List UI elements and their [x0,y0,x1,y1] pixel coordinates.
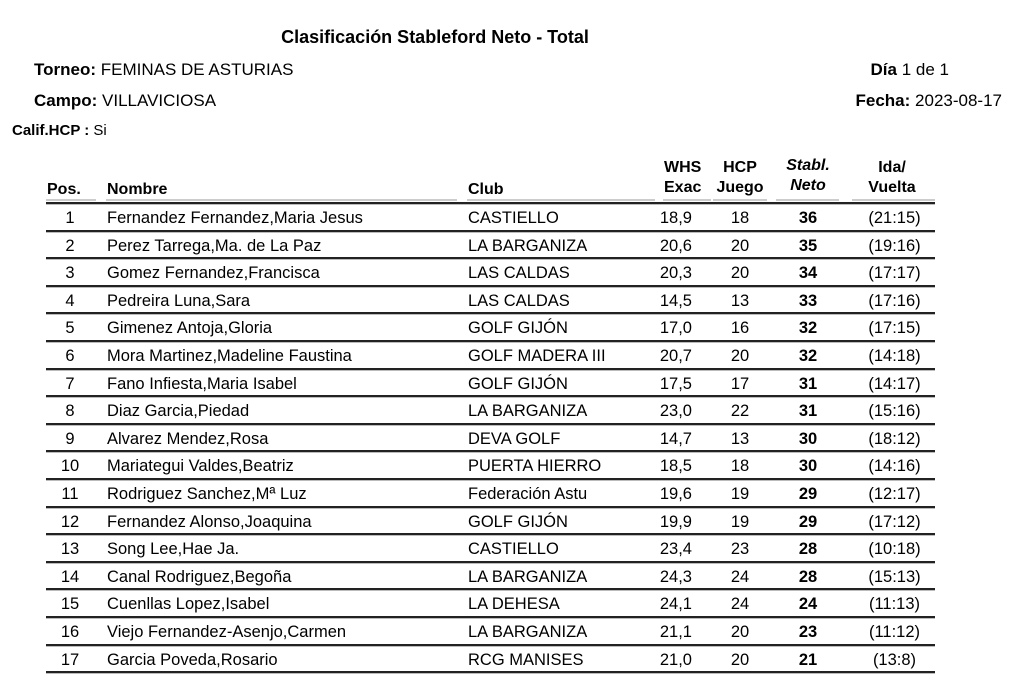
cell-hcp: 16 [730,319,750,338]
cell-pos: 4 [65,291,75,310]
cell-pos: 5 [65,319,75,338]
cell-club: PUERTA HIERRO [468,457,602,476]
cell-nombre: Alvarez Mendez,Rosa [107,429,269,448]
cell-club: LA BARGANIZA [468,402,588,421]
cell-nombre: Garcia Poveda,Rosario [107,650,278,669]
cell-club: LA BARGANIZA [468,236,588,255]
cell-club: LAS CALDAS [468,264,570,283]
campo-label: Campo: [34,91,98,110]
fecha-field [856,91,1003,111]
cell-ida: (19:16) [868,236,921,255]
cell-whs: 20,6 [659,236,692,255]
cell-nombre: Diaz Garcia,Piedad [107,402,250,421]
table-row [46,509,935,537]
calif-label: Calif.HCP : [12,122,90,139]
table-row [46,343,935,371]
cell-pos: 10 [60,457,80,476]
header-ida-line1: Ida/ [878,159,906,176]
cell-nombre: Pedreira Luna,Sara [107,291,251,310]
header-stabl-line2: Neto [790,177,826,194]
cell-nombre: Rodriguez Sanchez,Mª Luz [107,485,307,503]
cell-stabl: 35 [798,236,818,255]
table-row [46,536,935,564]
cell-club: CASTIELLO [468,209,559,227]
table-row [46,647,935,675]
table-row [46,371,935,399]
campo-field [34,91,216,111]
cell-nombre: Gomez Fernandez,Francisca [107,264,320,283]
header-whs-line2: Exac [664,179,702,196]
cell-ida: (18:12) [868,429,921,448]
cell-club: LA DEHESA [468,595,560,614]
cell-pos: 8 [65,402,75,421]
cell-whs: 24,1 [659,595,692,614]
cell-pos: 17 [60,650,80,669]
header-whs-line1: WHS [664,159,702,176]
header-club: Club [468,181,504,198]
cell-whs: 14,7 [659,429,692,448]
cell-ida: (10:18) [868,540,921,559]
torneo-label: Torneo: [34,60,97,79]
cell-ida: (12:17) [868,485,921,503]
cell-ida: (15:16) [868,402,921,421]
cell-nombre: Fano Infiesta,Maria Isabel [107,374,297,393]
table-row [46,591,935,619]
cell-nombre: Gimenez Antoja,Gloria [107,319,273,338]
cell-nombre: Song Lee,Hae Ja. [107,540,240,559]
cell-hcp: 13 [730,291,750,310]
header-stabl-line1: Stabl. [786,157,830,174]
cell-stabl: 36 [798,209,818,227]
cell-club: LA BARGANIZA [468,567,588,586]
campo-value: VILLAVICIOSA [102,91,217,110]
cell-stabl: 29 [798,485,818,503]
table-row [46,260,935,288]
cell-hcp: 19 [730,485,750,503]
cell-club: GOLF GIJÓN [468,512,568,531]
torneo-field [34,60,293,80]
cell-hcp: 13 [730,429,750,448]
cell-stabl: 30 [798,457,818,476]
cell-hcp: 20 [730,236,750,255]
cell-club: LA BARGANIZA [468,623,588,641]
table-row [46,288,935,316]
cell-nombre: Viejo Fernandez-Asenjo,Carmen [107,623,347,641]
header-stabl [780,156,836,196]
torneo-value: FEMINAS DE ASTURIAS [100,60,294,79]
cell-whs: 24,3 [659,567,692,586]
calif-value: Si [93,122,107,139]
table-row [46,564,935,592]
table-row [46,315,935,343]
cell-whs: 21,1 [659,623,692,641]
cell-whs: 19,9 [659,512,692,531]
cell-club: LAS CALDAS [468,291,570,310]
cell-hcp: 24 [730,595,750,614]
cell-hcp: 17 [730,374,750,393]
fecha-label: Fecha: [855,91,911,110]
cell-club: RCG MANISES [468,650,584,669]
table-row [46,233,935,261]
cell-hcp: 20 [730,650,750,669]
header-nombre: Nombre [107,181,168,198]
header-hcp-line1: HCP [723,159,757,176]
cell-whs: 19,6 [659,485,692,503]
cell-ida: (14:17) [868,374,921,393]
calif-field [12,122,107,139]
table-row [46,619,935,647]
cell-whs: 21,0 [659,650,692,669]
cell-stabl: 23 [798,623,818,641]
cell-ida: (17:15) [868,319,921,338]
cell-whs: 18,5 [659,457,692,476]
cell-ida: (21:15) [868,209,921,227]
cell-stabl: 28 [798,567,818,586]
cell-ida: (17:12) [868,512,921,531]
header-ida [860,158,924,198]
cell-ida: (17:17) [868,264,921,283]
cell-nombre: Mariategui Valdes,Beatriz [107,457,294,476]
cell-stabl: 31 [798,402,818,421]
cell-hcp: 18 [730,209,750,227]
cell-ida: (17:16) [868,291,921,310]
cell-pos: 15 [60,595,80,614]
fecha-value: 2023-08-17 [915,91,1002,110]
cell-pos: 9 [65,429,75,448]
cell-hcp: 23 [730,540,750,559]
cell-ida: (14:16) [868,457,921,476]
cell-nombre: Perez Tarrega,Ma. de La Paz [107,236,322,255]
cell-hcp: 19 [730,512,750,531]
table-row [46,453,935,481]
dia-label: Día [870,60,897,79]
cell-ida: (13:8) [872,650,917,669]
header-pos: Pos. [47,181,81,198]
cell-stabl: 29 [798,512,818,531]
cell-nombre: Fernandez Alonso,Joaquina [107,512,312,531]
cell-club: Federación Astu [468,485,588,503]
cell-whs: 20,7 [659,347,692,365]
table-row [46,205,935,233]
cell-stabl: 33 [798,291,818,310]
cell-stabl: 31 [798,374,818,393]
cell-hcp: 20 [730,347,750,365]
table-row [46,426,935,454]
cell-club: DEVA GOLF [468,429,561,448]
cell-stabl: 28 [798,540,818,559]
cell-hcp: 24 [730,567,750,586]
cell-whs: 20,3 [659,264,692,283]
cell-stabl: 32 [798,319,818,338]
cell-nombre: Cuenllas Lopez,Isabel [107,595,270,614]
cell-pos: 6 [65,347,75,365]
cell-hcp: 20 [730,264,750,283]
table-row [46,481,935,509]
cell-stabl: 32 [798,347,818,365]
dia-value: 1 de 1 [901,60,949,79]
cell-stabl: 21 [798,650,818,669]
table-row [46,398,935,426]
cell-hcp: 18 [730,457,750,476]
cell-club: CASTIELLO [468,540,559,559]
cell-ida: (11:13) [868,595,921,614]
header-ida-line2: Vuelta [868,179,916,196]
cell-ida: (15:13) [868,567,921,586]
cell-hcp: 20 [730,623,750,641]
cell-hcp: 22 [730,402,750,421]
cell-club: GOLF MADERA III [468,347,606,365]
cell-stabl: 24 [798,595,818,614]
cell-whs: 23,0 [659,402,692,421]
cell-pos: 11 [61,485,79,503]
cell-pos: 13 [60,540,80,559]
cell-nombre: Canal Rodriguez,Begoña [107,567,292,586]
cell-whs: 17,0 [659,319,692,338]
cell-nombre: Fernandez Fernandez,Maria Jesus [107,209,363,227]
cell-pos: 12 [60,512,80,531]
cell-stabl: 34 [798,264,818,283]
cell-ida: (11:12) [868,623,921,641]
cell-whs: 14,5 [659,291,692,310]
cell-pos: 3 [65,264,75,283]
cell-pos: 16 [60,623,80,641]
cell-whs: 23,4 [659,540,692,559]
header-whs [664,158,701,198]
cell-club: GOLF GIJÓN [468,319,568,338]
cell-ida: (14:18) [868,347,921,365]
report-title: Clasificación Stableford Neto - Total [281,27,589,47]
cell-nombre: Mora Martinez,Madeline Faustina [107,347,352,365]
cell-pos: 2 [65,236,75,255]
header-hcp-line2: Juego [716,179,764,196]
cell-pos: 7 [65,374,75,393]
cell-pos: 14 [60,567,80,586]
cell-stabl: 30 [798,429,818,448]
cell-whs: 18,9 [659,209,692,227]
cell-club: GOLF GIJÓN [468,374,568,393]
cell-pos: 1 [65,209,75,227]
dia-field [871,60,949,80]
header-hcp [713,158,767,198]
cell-whs: 17,5 [659,374,692,393]
row-divider [46,671,935,674]
